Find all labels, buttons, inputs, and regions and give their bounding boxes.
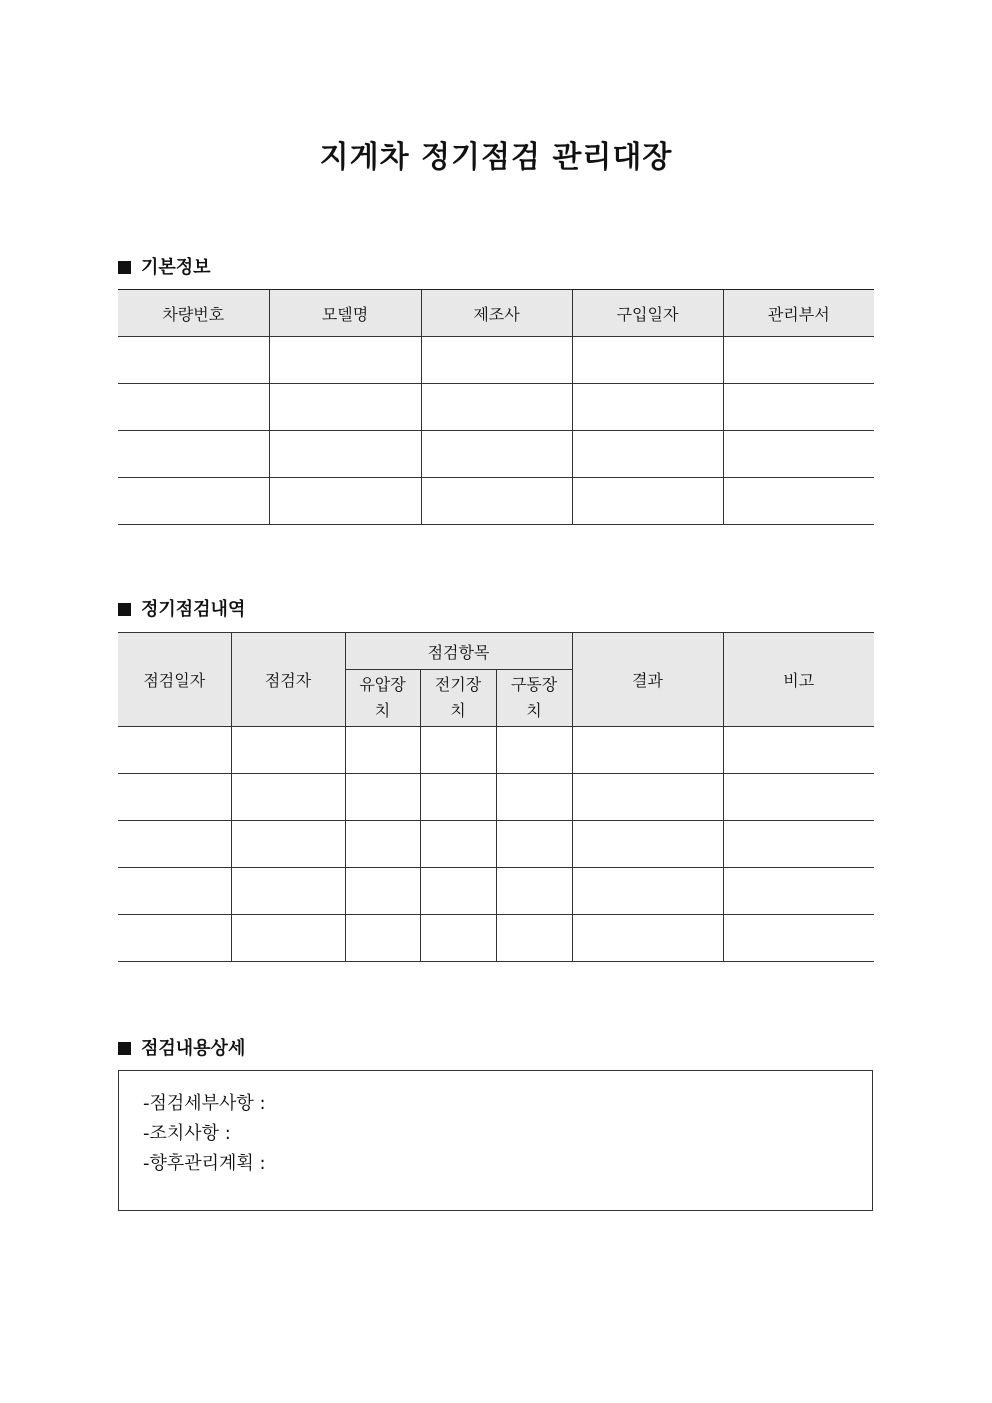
table-cell[interactable]	[231, 774, 345, 821]
table-row	[118, 774, 874, 821]
table-row	[118, 821, 874, 868]
column-header-note: 비고	[723, 633, 874, 727]
table-cell[interactable]	[723, 821, 874, 868]
table-header-row	[118, 633, 874, 670]
column-header-electrical: 전기장 치	[420, 670, 496, 727]
table-cell[interactable]	[231, 915, 345, 962]
column-header-result: 결과	[572, 633, 723, 727]
table-row	[118, 478, 874, 525]
table-cell[interactable]	[723, 915, 874, 962]
table-cell[interactable]	[496, 774, 572, 821]
table-cell[interactable]	[421, 478, 572, 525]
table-cell[interactable]	[723, 431, 874, 478]
table-row	[118, 384, 874, 431]
table-cell[interactable]	[118, 337, 269, 384]
table-cell[interactable]	[723, 868, 874, 915]
table-cell[interactable]	[420, 915, 496, 962]
table-cell[interactable]	[118, 478, 269, 525]
table-cell[interactable]	[345, 915, 420, 962]
table-row	[118, 337, 874, 384]
table-cell[interactable]	[572, 337, 723, 384]
table-cell[interactable]	[118, 431, 269, 478]
section-heading-label: 점검내용상세	[141, 1038, 246, 1059]
column-header-vehicle-number: 차량번호	[118, 290, 269, 337]
table-row	[118, 915, 874, 962]
basic-info-table	[118, 289, 874, 525]
table-cell[interactable]	[345, 727, 420, 774]
table-cell[interactable]	[496, 727, 572, 774]
table-row	[118, 868, 874, 915]
table-cell[interactable]	[345, 821, 420, 868]
table-cell[interactable]	[572, 478, 723, 525]
table-cell[interactable]	[421, 384, 572, 431]
inspection-history-table	[118, 632, 874, 962]
column-header-model: 모델명	[269, 290, 421, 337]
table-cell[interactable]	[723, 478, 874, 525]
table-cell[interactable]	[269, 337, 421, 384]
table-cell[interactable]	[269, 384, 421, 431]
table-cell[interactable]	[118, 774, 231, 821]
table-cell[interactable]	[496, 915, 572, 962]
table-row	[118, 727, 874, 774]
column-header-manufacturer: 제조사	[421, 290, 572, 337]
table-cell[interactable]	[572, 384, 723, 431]
inspection-details-box[interactable]	[118, 1070, 873, 1211]
table-cell[interactable]	[572, 727, 723, 774]
table-cell[interactable]	[421, 337, 572, 384]
table-cell[interactable]	[496, 821, 572, 868]
square-bullet-icon	[118, 261, 131, 274]
page-title: 지게차 정기점검 관리대장	[319, 140, 673, 175]
table-cell[interactable]	[420, 821, 496, 868]
section-heading-inspection-details	[118, 1034, 245, 1060]
table-cell[interactable]	[572, 431, 723, 478]
table-cell[interactable]	[118, 915, 231, 962]
table-cell[interactable]	[269, 431, 421, 478]
table-cell[interactable]	[118, 821, 231, 868]
column-header-hydraulic: 유압장 치	[345, 670, 420, 727]
section-heading-label: 기본정보	[141, 257, 211, 278]
table-cell[interactable]	[420, 868, 496, 915]
table-cell[interactable]	[723, 727, 874, 774]
table-row	[118, 431, 874, 478]
table-cell[interactable]	[118, 868, 231, 915]
detail-line-inspection-specifics: -점검세부사항 :	[143, 1093, 266, 1114]
table-cell[interactable]	[345, 774, 420, 821]
table-cell[interactable]	[231, 727, 345, 774]
table-cell[interactable]	[231, 868, 345, 915]
table-header-row	[118, 290, 874, 337]
table-cell[interactable]	[572, 868, 723, 915]
table-cell[interactable]	[118, 727, 231, 774]
table-cell[interactable]	[420, 774, 496, 821]
table-cell[interactable]	[572, 915, 723, 962]
section-heading-inspection-history	[118, 595, 245, 621]
table-cell[interactable]	[345, 868, 420, 915]
section-heading-basic-info	[118, 253, 211, 279]
section-heading-label: 정기점검내역	[141, 599, 246, 620]
table-cell[interactable]	[496, 868, 572, 915]
column-header-purchase-date: 구입일자	[572, 290, 723, 337]
table-cell[interactable]	[723, 337, 874, 384]
detail-line-actions-taken: -조치사항 :	[143, 1123, 231, 1144]
table-cell[interactable]	[723, 774, 874, 821]
square-bullet-icon	[118, 1042, 131, 1055]
column-header-inspection-date: 점검일자	[118, 633, 231, 727]
table-cell[interactable]	[421, 431, 572, 478]
table-cell[interactable]	[420, 727, 496, 774]
table-cell[interactable]	[723, 384, 874, 431]
column-header-inspection-items: 점검항목	[345, 633, 572, 670]
detail-line-future-plan: -향후관리계획 :	[143, 1153, 266, 1174]
square-bullet-icon	[118, 603, 131, 616]
table-cell[interactable]	[269, 478, 421, 525]
column-header-department: 관리부서	[723, 290, 874, 337]
table-cell[interactable]	[572, 774, 723, 821]
table-cell[interactable]	[572, 821, 723, 868]
column-header-drive: 구동장 치	[496, 670, 572, 727]
table-cell[interactable]	[231, 821, 345, 868]
column-header-inspector: 점검자	[231, 633, 345, 727]
table-cell[interactable]	[118, 384, 269, 431]
